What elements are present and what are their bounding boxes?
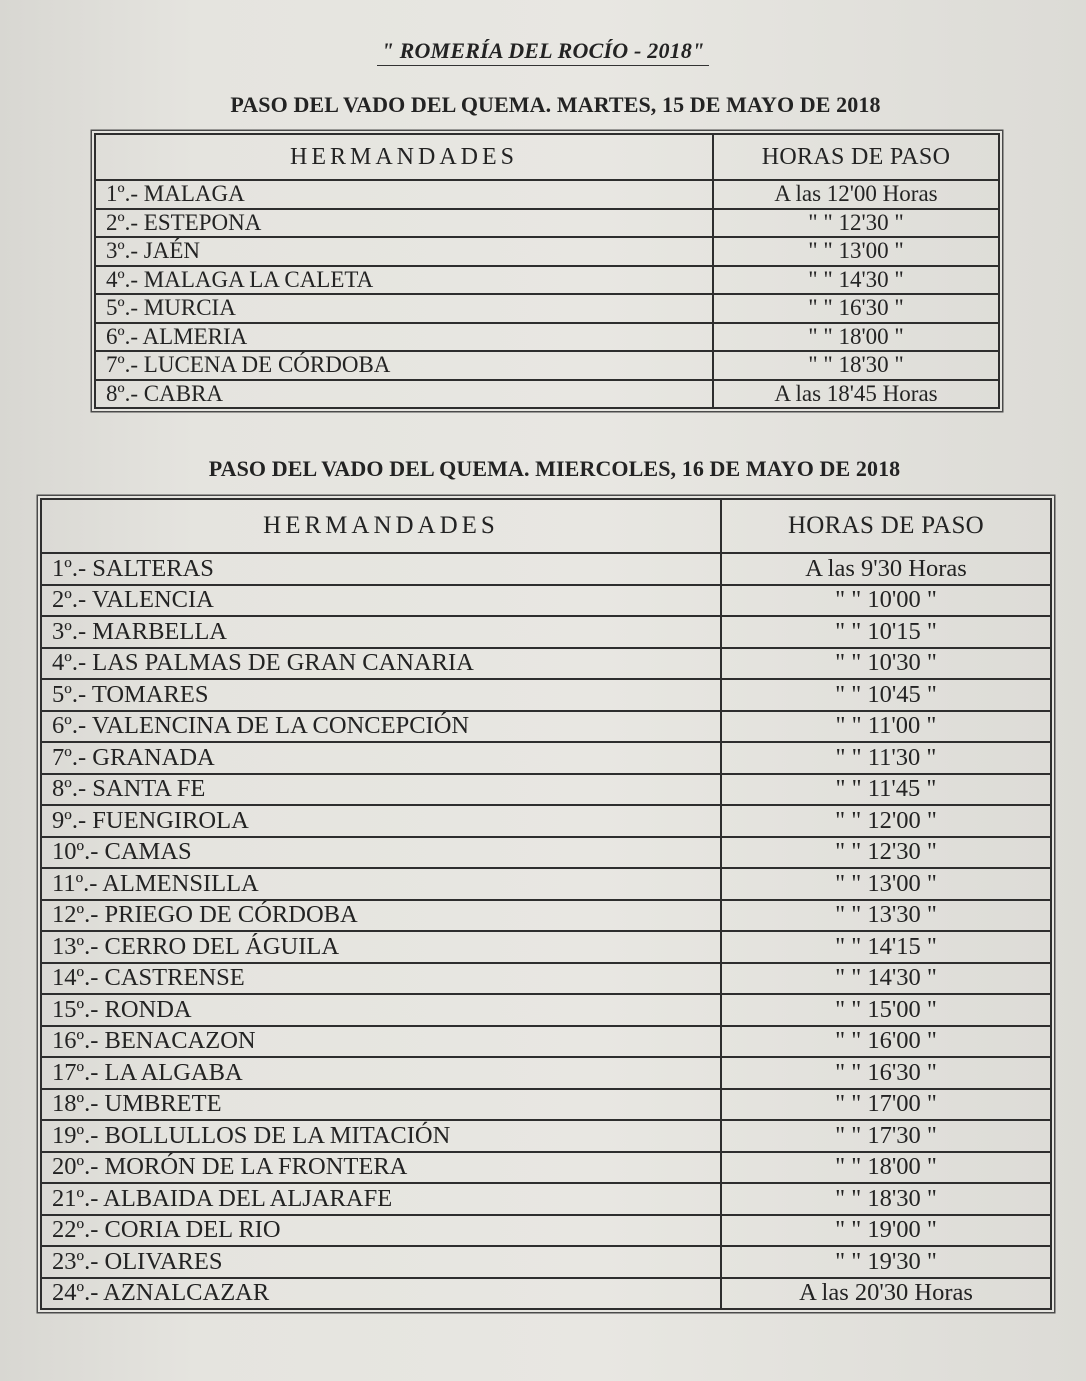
table-row xyxy=(41,774,1051,806)
hora-paso-cell: " " 19'00 " xyxy=(721,1215,1051,1247)
hermandad-cell: 12º.- PRIEGO DE CÓRDOBA xyxy=(41,900,721,932)
hora-paso-cell: " " 10'30 " xyxy=(721,648,1051,680)
column-header-hermandades: HERMANDADES xyxy=(41,499,721,553)
hermandad-cell: 2º.- ESTEPONA xyxy=(95,209,713,238)
table-row xyxy=(41,1278,1051,1310)
section-title-wednesday: PASO DEL VADO DEL QUEMA. MIERCOLES, 16 DE MAYO DE 2018 xyxy=(208,456,901,481)
hora-paso-cell: " " 11'45 " xyxy=(721,774,1051,806)
hora-paso-cell: " " 13'00 " xyxy=(713,237,999,266)
hora-paso-cell: " " 18'30 " xyxy=(713,351,999,380)
hora-paso-cell: " " 13'00 " xyxy=(721,868,1051,900)
hora-paso-cell: " " 19'30 " xyxy=(721,1246,1051,1278)
table-row xyxy=(95,180,999,209)
hermandad-cell: 5º.- MURCIA xyxy=(95,294,713,323)
table-row xyxy=(41,742,1051,774)
table-row xyxy=(41,1026,1051,1058)
table-row xyxy=(95,237,999,266)
table-header-row xyxy=(95,134,999,180)
document-title-text: " ROMERÍA DEL ROCÍO - 2018" xyxy=(377,38,708,66)
table-row xyxy=(41,585,1051,617)
table-row xyxy=(41,900,1051,932)
hora-paso-cell: " " 17'00 " xyxy=(721,1089,1051,1121)
table-row xyxy=(41,679,1051,711)
table-row xyxy=(41,711,1051,743)
hora-paso-cell: " " 10'15 " xyxy=(721,616,1051,648)
hora-paso-cell: " " 18'00 " xyxy=(713,323,999,352)
table-row xyxy=(41,868,1051,900)
hermandad-cell: 8º.- SANTA FE xyxy=(41,774,721,806)
hora-paso-cell: " " 11'00 " xyxy=(721,711,1051,743)
hora-paso-cell: " " 18'30 " xyxy=(721,1183,1051,1215)
hermandad-cell: 1º.- MALAGA xyxy=(95,180,713,209)
hermandad-cell: 9º.- FUENGIROLA xyxy=(41,805,721,837)
hermandad-cell: 15º.- RONDA xyxy=(41,994,721,1026)
table-row xyxy=(95,266,999,295)
hermandad-cell: 19º.- BOLLULLOS DE LA MITACIÓN xyxy=(41,1120,721,1152)
hermandad-cell: 1º.- SALTERAS xyxy=(41,553,721,585)
table-row xyxy=(41,931,1051,963)
column-header-hermandades: HERMANDADES xyxy=(95,134,713,180)
hermandad-cell: 3º.- MARBELLA xyxy=(41,616,721,648)
hermandad-cell: 14º.- CASTRENSE xyxy=(41,963,721,995)
hermandad-cell: 20º.- MORÓN DE LA FRONTERA xyxy=(41,1152,721,1184)
table-row xyxy=(95,380,999,409)
hora-paso-cell: " " 15'00 " xyxy=(721,994,1051,1026)
table-row xyxy=(41,1120,1051,1152)
hora-paso-cell: " " 16'00 " xyxy=(721,1026,1051,1058)
hora-paso-cell: " " 10'45 " xyxy=(721,679,1051,711)
table-row xyxy=(95,209,999,238)
table-row xyxy=(41,616,1051,648)
hermandad-cell: 7º.- GRANADA xyxy=(41,742,721,774)
table-row xyxy=(41,1215,1051,1247)
hermandad-cell: 16º.- BENACAZON xyxy=(41,1026,721,1058)
hermandad-cell: 4º.- MALAGA LA CALETA xyxy=(95,266,713,295)
hermandad-cell: 6º.- VALENCINA DE LA CONCEPCIÓN xyxy=(41,711,721,743)
table-row xyxy=(41,1152,1051,1184)
hermandad-cell: 22º.- CORIA DEL RIO xyxy=(41,1215,721,1247)
hora-paso-cell: " " 16'30 " xyxy=(721,1057,1051,1089)
hora-paso-cell: " " 17'30 " xyxy=(721,1120,1051,1152)
hora-paso-cell: " " 10'00 " xyxy=(721,585,1051,617)
hermandad-cell: 6º.- ALMERIA xyxy=(95,323,713,352)
hermandad-cell: 2º.- VALENCIA xyxy=(41,585,721,617)
hora-paso-cell: " " 18'00 " xyxy=(721,1152,1051,1184)
hora-paso-cell: A las 18'45 Horas xyxy=(713,380,999,409)
table-row xyxy=(41,994,1051,1026)
table-row xyxy=(95,294,999,323)
column-header-horas: HORAS DE PASO xyxy=(713,134,999,180)
table-row xyxy=(41,1246,1051,1278)
table-row xyxy=(41,837,1051,869)
hora-paso-cell: A las 9'30 Horas xyxy=(721,553,1051,585)
hora-paso-cell: " " 12'00 " xyxy=(721,805,1051,837)
table-row xyxy=(41,553,1051,585)
table-row xyxy=(41,1089,1051,1121)
table-row xyxy=(41,963,1051,995)
hora-paso-cell: " " 13'30 " xyxy=(721,900,1051,932)
table-header-row xyxy=(41,499,1051,553)
table-row xyxy=(95,323,999,352)
table-row xyxy=(41,648,1051,680)
table-row xyxy=(95,351,999,380)
hermandad-cell: 21º.- ALBAIDA DEL ALJARAFE xyxy=(41,1183,721,1215)
hora-paso-cell: " " 12'30 " xyxy=(713,209,999,238)
table-body-wednesday xyxy=(41,553,1051,1309)
table-body-tuesday xyxy=(95,180,999,408)
hermandad-cell: 4º.- LAS PALMAS DE GRAN CANARIA xyxy=(41,648,721,680)
schedule-table-tuesday xyxy=(94,133,1000,409)
hora-paso-cell: " " 14'30 " xyxy=(721,963,1051,995)
document-title xyxy=(0,38,1086,66)
hora-paso-cell: " " 12'30 " xyxy=(721,837,1051,869)
hermandad-cell: 10º.- CAMAS xyxy=(41,837,721,869)
hermandad-cell: 13º.- CERRO DEL ÁGUILA xyxy=(41,931,721,963)
hermandad-cell: 5º.- TOMARES xyxy=(41,679,721,711)
table-row xyxy=(41,1183,1051,1215)
hora-paso-cell: " " 16'30 " xyxy=(713,294,999,323)
hora-paso-cell: A las 12'00 Horas xyxy=(713,180,999,209)
hermandad-cell: 17º.- LA ALGABA xyxy=(41,1057,721,1089)
hermandad-cell: 24º.- AZNALCAZAR xyxy=(41,1278,721,1310)
table-row xyxy=(41,805,1051,837)
hermandad-cell: 18º.- UMBRETE xyxy=(41,1089,721,1121)
hora-paso-cell: A las 20'30 Horas xyxy=(721,1278,1051,1310)
section-title-tuesday: PASO DEL VADO DEL QUEMA. MARTES, 15 DE MAYO DE 2018 xyxy=(230,92,881,117)
hora-paso-cell: " " 11'30 " xyxy=(721,742,1051,774)
table-row xyxy=(41,1057,1051,1089)
hermandad-cell: 3º.- JAÉN xyxy=(95,237,713,266)
column-header-horas: HORAS DE PASO xyxy=(721,499,1051,553)
hermandad-cell: 7º.- LUCENA DE CÓRDOBA xyxy=(95,351,713,380)
hora-paso-cell: " " 14'15 " xyxy=(721,931,1051,963)
hermandad-cell: 8º.- CABRA xyxy=(95,380,713,409)
hermandad-cell: 23º.- OLIVARES xyxy=(41,1246,721,1278)
hermandad-cell: 11º.- ALMENSILLA xyxy=(41,868,721,900)
schedule-table-wednesday xyxy=(40,498,1052,1310)
hora-paso-cell: " " 14'30 " xyxy=(713,266,999,295)
